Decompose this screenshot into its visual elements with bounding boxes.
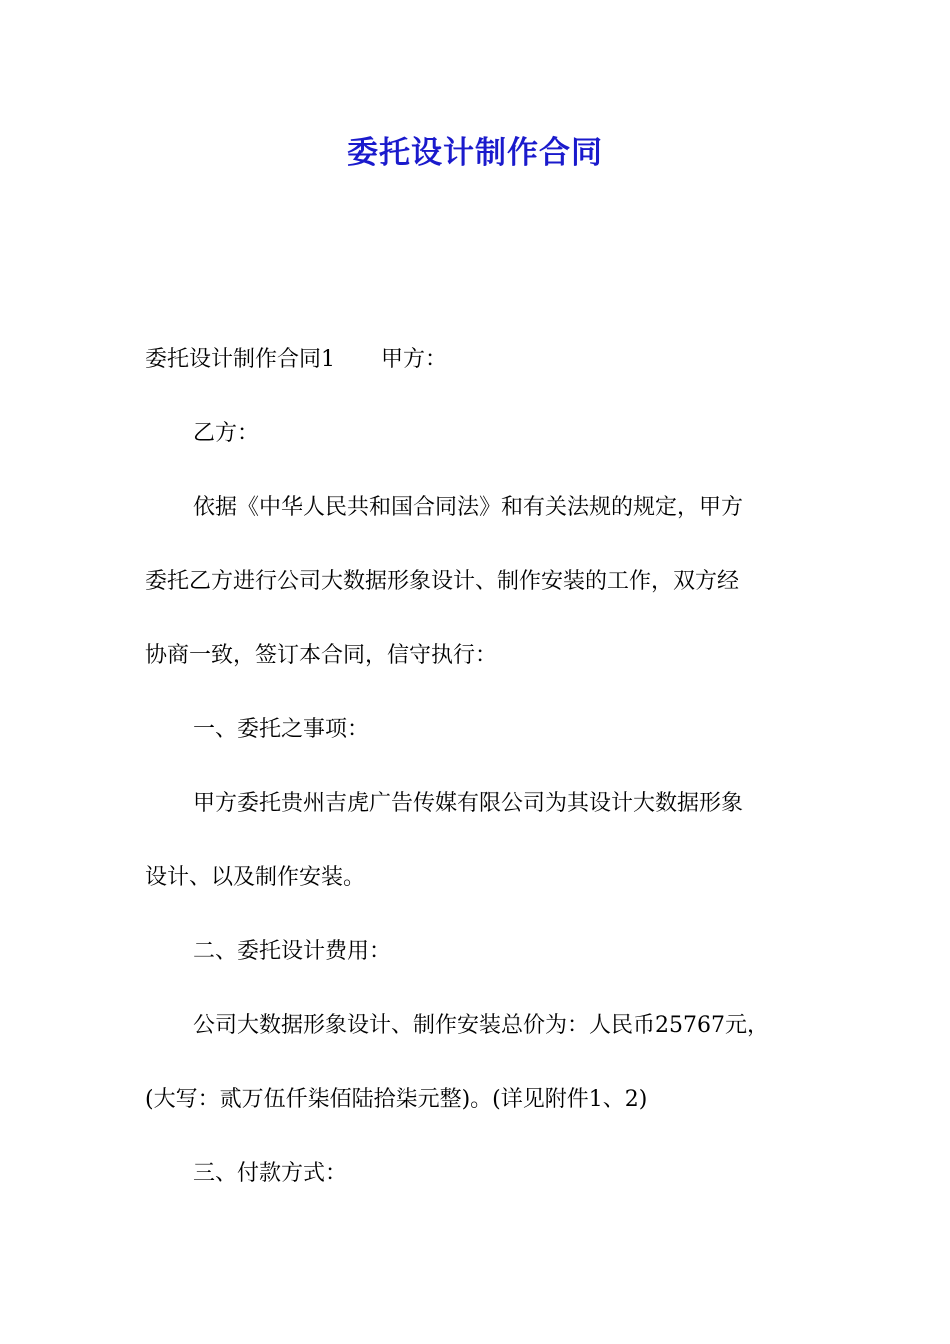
section-heading: 三、付款方式： <box>193 1161 348 1186</box>
paragraph-line: 协商一致，签订本合同，信守执行： <box>145 643 498 668</box>
paragraph-line: 设计、以及制作安装。 <box>145 865 366 890</box>
heading-line <box>145 340 447 380</box>
document-title: 委托设计制作合同 <box>347 135 603 171</box>
paragraph-line: 委托乙方进行公司大数据形象设计、制作安装的工作，双方经 <box>145 569 740 594</box>
section-heading: 二、委托设计费用： <box>193 939 392 964</box>
paragraph-line: (大写：贰万伍仟柒佰陆拾柒元整)。(详见附件1、2) <box>145 1087 648 1112</box>
party-b-label: 乙方： <box>193 421 260 446</box>
paragraph-line: 公司大数据形象设计、制作安装总价为：人民币25767元， <box>193 1013 769 1038</box>
section-heading: 一、委托之事项： <box>193 717 370 742</box>
party-a-label: 甲方： <box>381 347 448 372</box>
paragraph-line: 甲方委托贵州吉虎广告传媒有限公司为其设计大数据形象 <box>193 791 744 816</box>
paragraph-line: 依据《中华人民共和国合同法》和有关法规的规定，甲方 <box>193 495 744 520</box>
contract-number-label: 委托设计制作合同1 <box>145 347 335 372</box>
